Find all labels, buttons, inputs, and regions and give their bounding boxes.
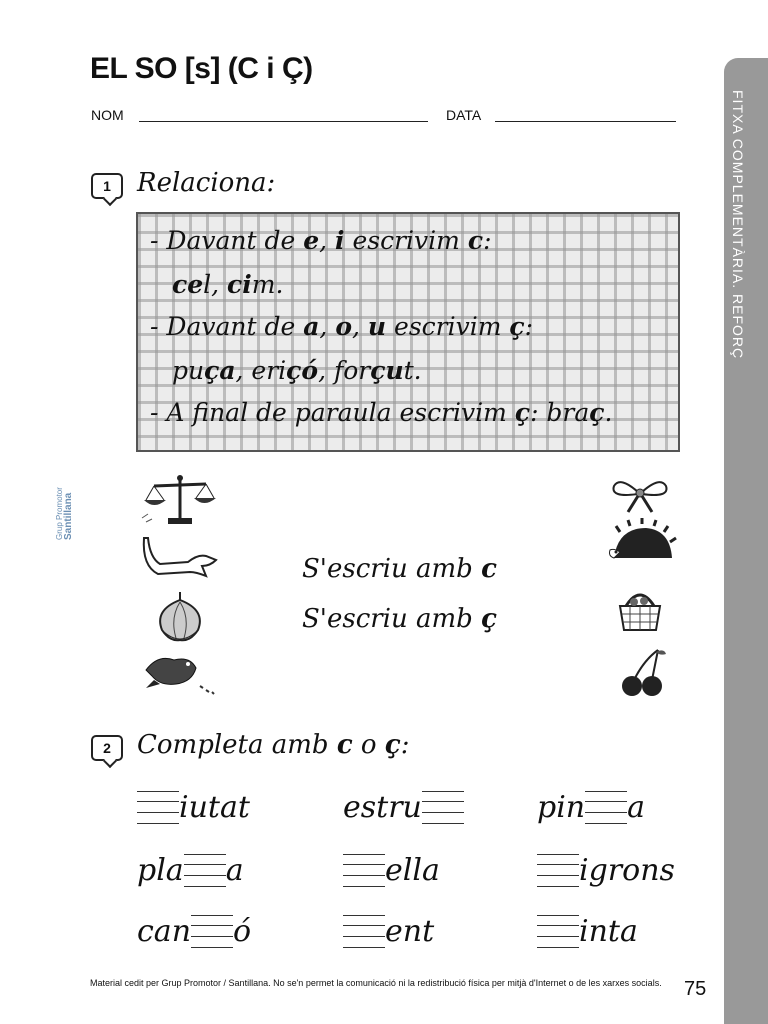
word-4: pla a [137,853,244,888]
word-6: igrons [537,849,675,893]
word-3: pin a [537,790,646,825]
target-cedilla[interactable]: S'escriu amb ç [302,604,497,634]
date-label: DATA [446,107,482,123]
hedgehog-icon[interactable] [600,518,680,574]
publisher-line2: Santillana [63,492,74,540]
word-9: inta [537,910,638,954]
rule-line-1: - Davant de e, i escrivim c: [150,226,492,255]
blank-input[interactable] [343,852,385,888]
page-title: EL SO [s] (C i Ç) [90,52,313,85]
side-tab-label: FITXA COMPLEMENTÀRIA. REFORÇ [730,90,746,360]
bow-ribbon-icon[interactable] [600,466,680,522]
exercise-1-title: Relaciona: [137,168,276,198]
word-5: ella [343,849,440,893]
cherries-icon[interactable] [600,646,680,702]
rule-line-4: puça, eriçó, forçut. [172,356,422,385]
blank-input[interactable] [191,913,233,949]
publisher-logo [55,487,73,540]
bird-icon[interactable] [140,646,220,702]
name-label: NOM [91,107,124,123]
word-7: can ó [137,914,252,949]
blank-input[interactable] [343,913,385,949]
blank-input[interactable] [184,852,226,888]
blank-input[interactable] [422,789,464,825]
onion-icon[interactable] [140,588,220,644]
footer-note: Material cedit per Grup Promotor / Santillana. No se'n permet la comunicació ni la redistribució física per mitjà d'Internet o de les xarxes socials. [90,978,662,988]
exercise-2-title: Completa amb c o ç: [137,730,410,760]
publisher-line1: Grup Promotor [55,487,64,540]
blank-input[interactable] [585,789,627,825]
name-field[interactable] [139,121,428,122]
rule-line-3: - Davant de a, o, u escrivim ç: [150,312,534,341]
rule-line-5: - A final de paraula escrivim ç: braç. [150,398,613,427]
balance-scale-icon[interactable] [140,472,220,528]
arm-icon[interactable] [140,532,220,588]
blank-input[interactable] [537,852,579,888]
date-field[interactable] [495,121,676,122]
word-2: estru [343,786,464,830]
exercise-1-number: 1 [91,173,123,199]
basket-icon[interactable] [600,584,680,640]
blank-input[interactable] [137,789,179,825]
page-number: 75 [684,978,707,1000]
word-1: iutat [137,786,250,830]
blank-input[interactable] [537,913,579,949]
exercise-2-number: 2 [91,735,123,761]
word-8: ent [343,910,434,954]
rule-line-2: cel, cim. [172,270,284,299]
target-c[interactable]: S'escriu amb c [302,554,497,584]
